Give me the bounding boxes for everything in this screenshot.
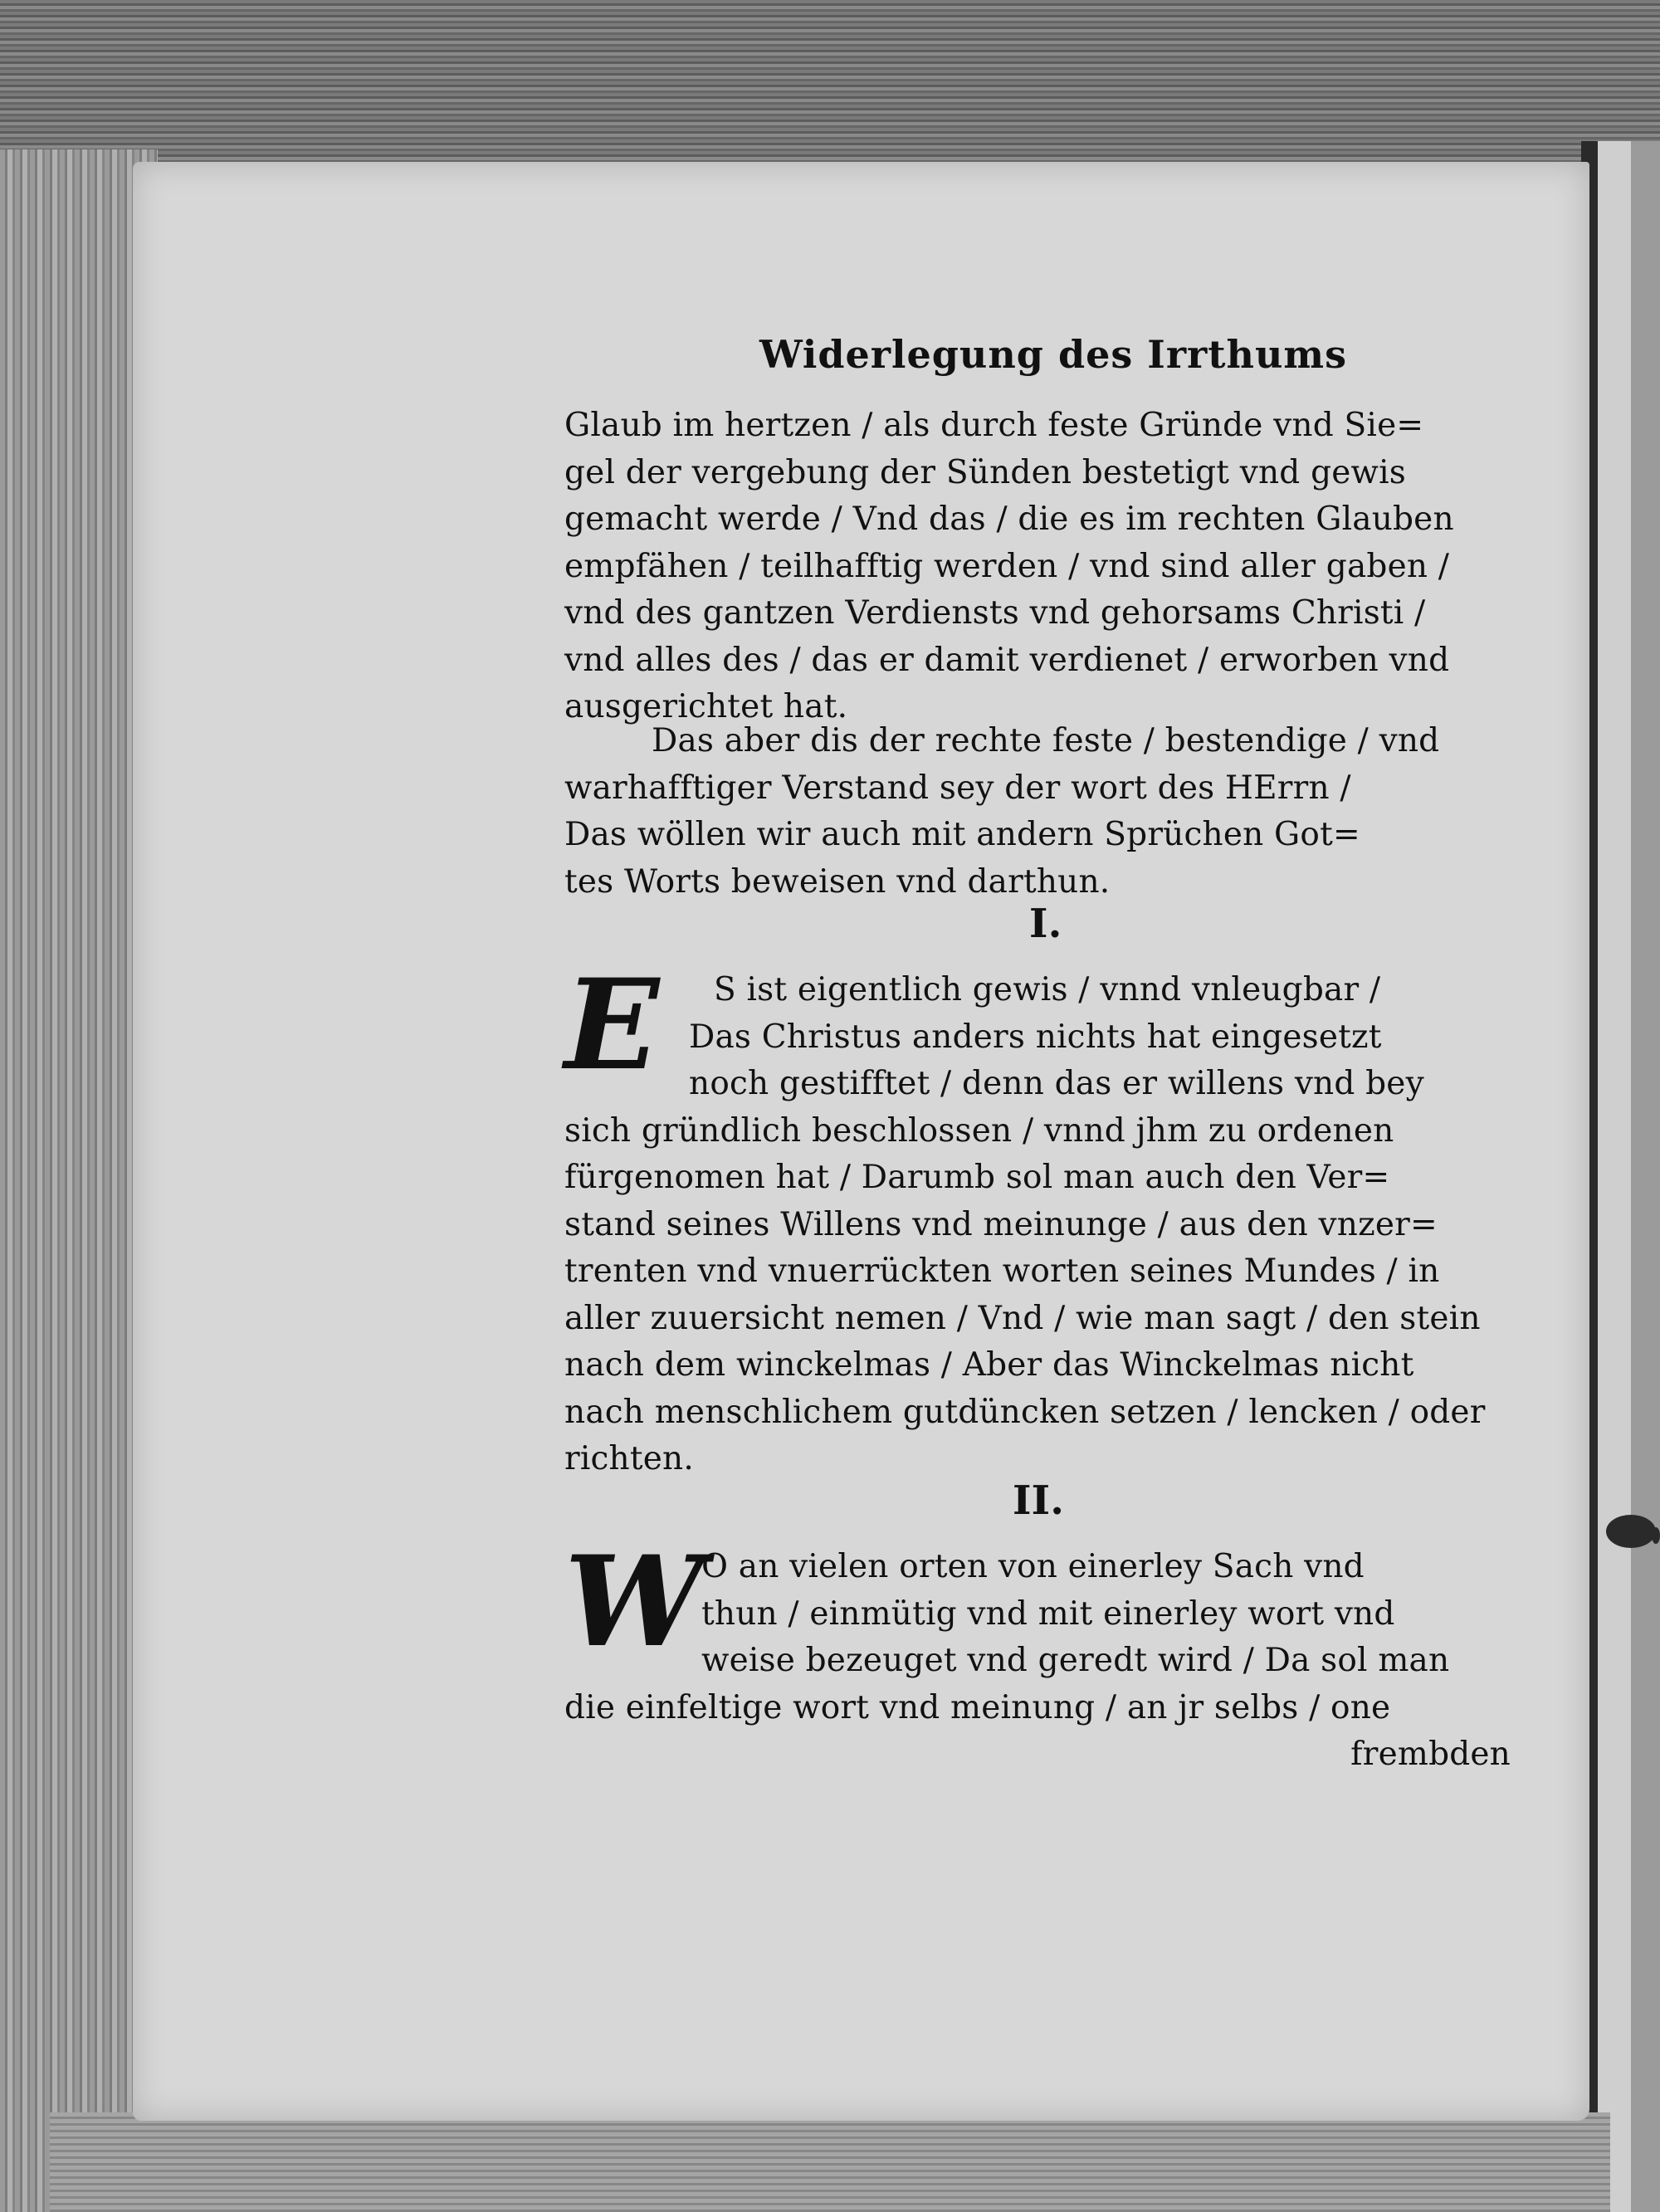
decorated-initial-w: W bbox=[564, 1529, 705, 1675]
text-line: tes Worts beweisen vnd darthun. bbox=[564, 862, 1111, 901]
text-line: weise bezeuget vnd geredt wird / Da sol man bbox=[701, 1642, 1450, 1679]
text-line: aller zuuersicht nemen / Vnd / wie man sagt / den stein bbox=[564, 1299, 1481, 1337]
decorated-initial-e: E bbox=[564, 952, 660, 1098]
text-line: empfähen / teilhafftig werden / vnd sind aller gaben / bbox=[564, 547, 1450, 585]
text-line: nach menschlichem gutdüncken setzen / lencken / oder bbox=[564, 1393, 1486, 1431]
text-line: trenten vnd vnuerrückten worten seines Mundes / in bbox=[564, 1252, 1440, 1290]
paragraph-2 bbox=[564, 718, 1519, 906]
text-line: Das aber dis der rechte feste / bestendige / vnd bbox=[652, 722, 1440, 759]
section-2-text bbox=[564, 1544, 1519, 1779]
facing-page-edge bbox=[1581, 141, 1660, 2212]
text-line: S ist eigentlich gewis / vnnd vnleugbar / bbox=[714, 971, 1381, 1008]
text-line: nach dem winckelmas / Aber das Winckelmas nicht bbox=[564, 1346, 1414, 1384]
text-line: fürgenomen hat / Darumb sol man auch den Ver= bbox=[564, 1159, 1390, 1196]
text-line: stand seines Willens vnd meinunge / aus den vnzer= bbox=[564, 1205, 1438, 1243]
ink-stain bbox=[1652, 1527, 1660, 1544]
text-line: vnd des gantzen Verdiensts vnd gehorsams Christi / bbox=[564, 594, 1426, 632]
running-head: Widerlegung des Irrthums bbox=[759, 332, 1348, 377]
text-line: Glaub im hertzen / als durch feste Gründe vnd Sie= bbox=[564, 407, 1424, 444]
text-line: Das Christus anders nichts hat eingesetzt bbox=[689, 1018, 1382, 1056]
text-line: richten. bbox=[564, 1440, 694, 1477]
text-line: die einfeltige wort vnd meinung / an jr selbs / one bbox=[564, 1688, 1391, 1726]
text-line: gemacht werde / Vnd das / die es im rechten Glauben bbox=[564, 501, 1454, 538]
text-line: thun / einmütig vnd mit einerley wort vnd bbox=[701, 1594, 1395, 1633]
text-line: warhafftiger Verstand sey der wort des HErrn / bbox=[564, 769, 1351, 807]
book-bottom-edge bbox=[50, 2112, 1610, 2212]
ink-stain bbox=[1606, 1515, 1656, 1548]
section-number-2: II. bbox=[1013, 1477, 1065, 1524]
catchword: frembden bbox=[1350, 1736, 1511, 1773]
text-line: noch gestifftet / denn das er willens vnd bey bbox=[689, 1065, 1424, 1102]
text-line: sich gründlich beschlossen / vnnd jhm zu ordenen bbox=[564, 1111, 1394, 1150]
text-line: gel der vergebung der Sünden bestetigt vnd gewis bbox=[564, 453, 1406, 491]
book-top-edge bbox=[0, 0, 1660, 171]
text-line: vnd alles des / das er damit verdienet / erworben vnd bbox=[564, 641, 1450, 679]
text-line: ausgerichtet hat. bbox=[564, 688, 848, 725]
text-line: O an vielen orten von einerley Sach vnd bbox=[701, 1548, 1365, 1585]
text-line: Das wöllen wir auch mit andern Sprüchen Got= bbox=[564, 816, 1360, 853]
section-1-text bbox=[564, 967, 1519, 1483]
paragraph-1 bbox=[564, 403, 1519, 731]
section-number-1: I. bbox=[1029, 901, 1062, 947]
